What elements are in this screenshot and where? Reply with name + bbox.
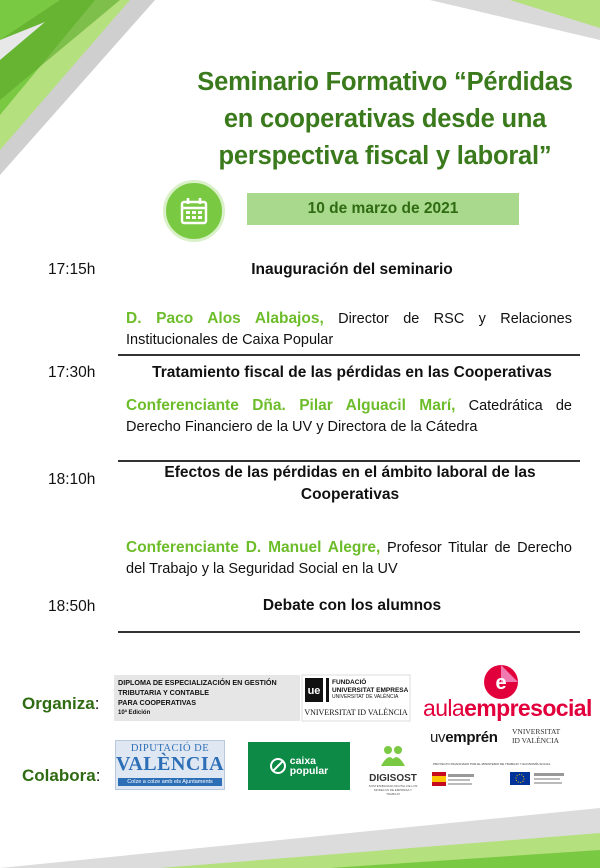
time-slot-2: 17:30h [48,364,96,381]
svg-text:e: e [495,672,507,694]
svg-text:ue: ue [307,685,321,697]
fundacio-universitat-empresa-logo [301,674,411,722]
digisost-logo: DIGISOST SOSTENIBILIDAD DIGITAL DE LOS MODELOS DE EMPRESA Y TRABAJO [368,745,418,795]
speaker-1-name: D. Paco Alos Alabajos, [126,310,324,327]
aula-empresocial-logo: aulaempresocial [423,695,592,721]
separator-3 [118,631,580,633]
speaker-3 [126,537,572,580]
ministerio-trabajo-logo: PROYECTO FINANCIADO POR EL MINISTERIO DE TRABAJO Y ECONOMÍA SOCIAL [428,762,568,792]
diploma-logo: DIPLOMA DE ESPECIALIZACIÓN EN GESTIÓN TRIBUTARIA Y CONTABLE PARA COOPERATIVAS 10ª Edición [114,675,300,721]
diputacio-valencia-logo: DIPUTACIÓ DE VALÈNCIA Colze a colze amb els Ajuntaments [115,740,225,790]
calendar-icon [163,180,225,242]
title-line-2: en cooperativas desde una [223,105,547,133]
time-slot-4: 18:50h [48,598,96,615]
caixa-popular-logo: caixa popular [248,742,350,790]
speaker-2-name: Conferenciante Dña. Pilar Alguacil Marí, [126,397,456,414]
fundacio-text: FUNDACIÓ UNIVERSITAT EMPRESA UNIVERSITAT DE VALÈNCIA [332,679,409,700]
session-title-4: Debate con los alumnos [262,597,442,614]
seminar-title [170,64,600,175]
speaker-2-desc: Catedrática de Derecho Financiero de la UV y Directora de la Cátedra [126,398,572,435]
universitat-valencia-small-logo: VNIVERSITAT ID VALÈNCIA [512,727,561,745]
time-slot-1: 17:15h [48,261,96,278]
speaker-3-desc: Profesor Titular de Derecho del Trabajo y la Seguridad Social en la UV [126,540,572,577]
corner-decoration-top-left [0,0,180,220]
speaker-1 [126,308,572,351]
digisost-icon [378,745,408,767]
title-line-3: perspectiva fiscal y laboral” [218,142,552,170]
event-date: 10 de marzo de 2021 [247,193,519,225]
fundacio-footer: VNIVERSITAT ID VALÈNCIA [304,708,408,717]
time-slot-3: 18:10h [48,471,96,488]
speaker-2 [126,395,572,438]
title-line-1: Seminario Formativo “Pérdidas [197,68,573,96]
colabora-label: Colabora: [22,766,101,785]
separator-1 [118,354,580,356]
session-title-2: Tratamiento fiscal de las pérdidas en las Cooperativas [152,364,552,381]
corner-decoration-top-right [400,0,600,40]
uvempren-logo: uvemprén [430,729,498,746]
speaker-3-name: Conferenciante D. Manuel Alegre, [126,539,381,556]
session-title-3: Efectos de las pérdidas en el ámbito laboral de las Cooperativas [164,464,536,503]
session-title-1: Inauguración del seminario [251,261,453,278]
speaker-1-desc: Director de RSC y Relaciones Institucionales de Caixa Popular [126,311,572,348]
organiza-label: Organiza: [22,694,100,713]
caixa-popular-icon [270,758,286,774]
